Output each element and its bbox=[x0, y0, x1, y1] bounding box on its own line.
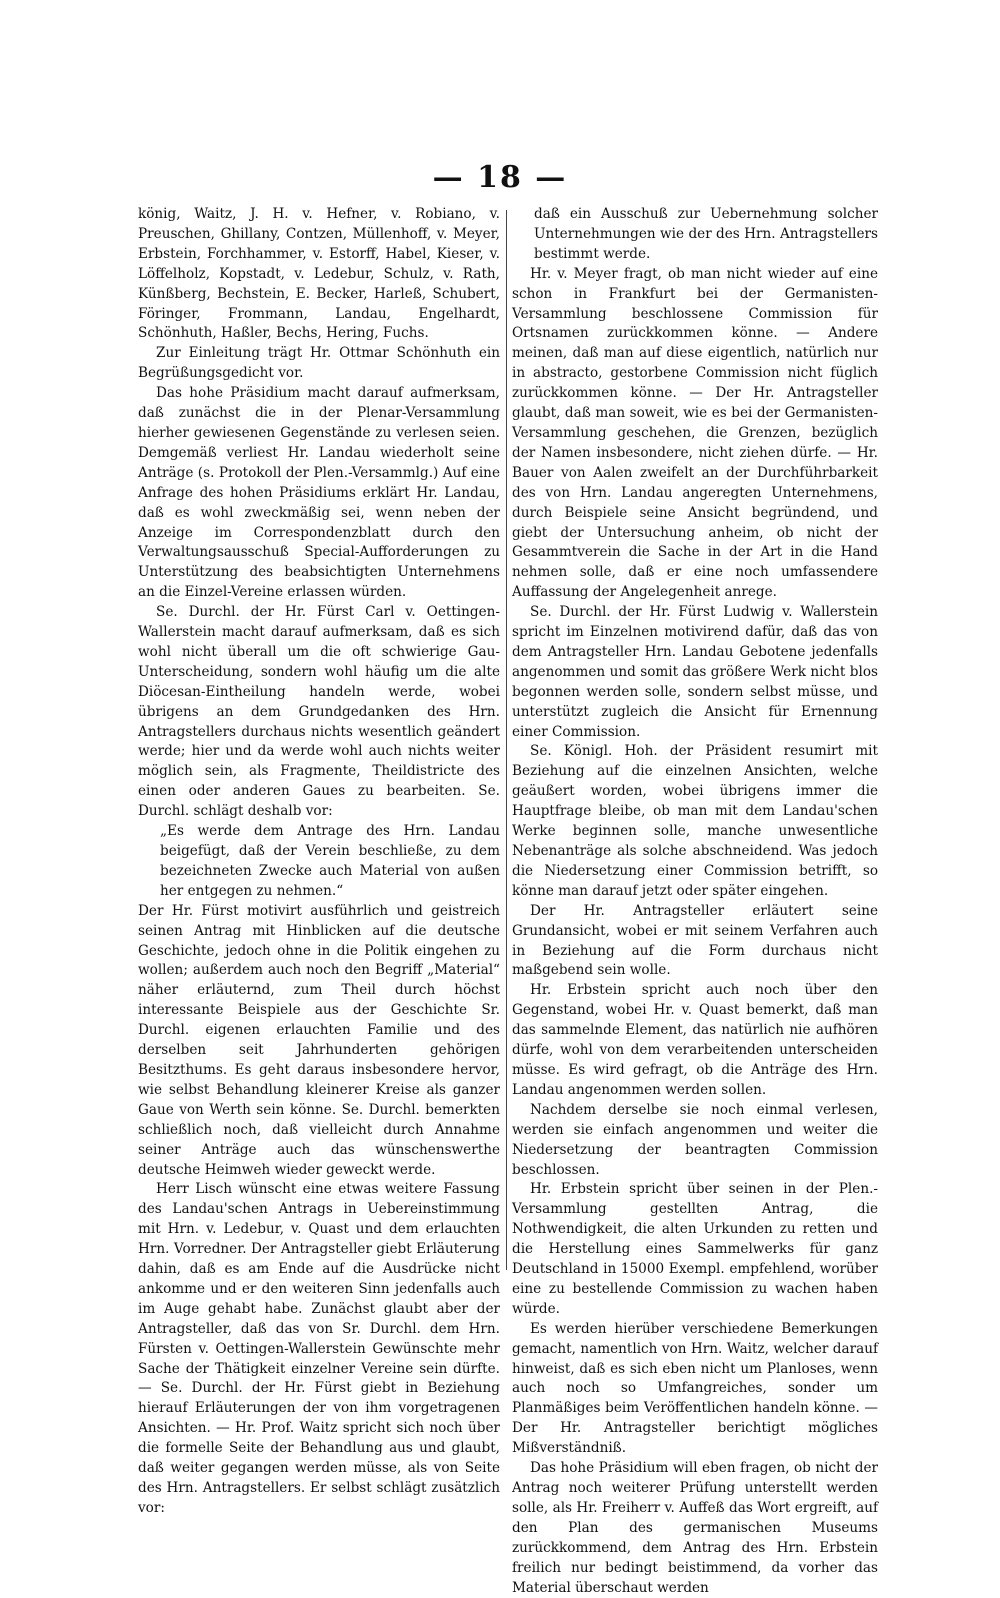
column-divider bbox=[506, 210, 507, 1270]
paragraph: Hr. v. Meyer fragt, ob man nicht wieder auf eine schon in Frankfurt bei der Germanisten-Versammlung beschlossene Commission für Ortsnamen zurückkommen könne. — Andere meinen, daß man auf diese eigentlich, natürlich nur in abstracto, gestorbene Commission nicht füglich zurückkommen könne. — Der Hr. Antragsteller glaubt, daß man soweit, wie es bei der Germanisten-Versammlung geschehen, die Grenzen, bezüglich der Namen insbesondere, nicht ziehen dürfe. — Hr. Bauer von Aalen zweifelt an der Durchführbarkeit des von Hrn. Landau angeregten Unternehmens, durch Beispiele seine Ansicht begründend, und giebt der Untersuchung anheim, ob nicht der Gesammtverein die Sache in der Art in die Hand nehmen solle, daß er eine noch umfassendere Auffassung der Angelegenheit anrege. bbox=[512, 265, 878, 601]
left-column bbox=[138, 205, 500, 1519]
paragraph: Herr Lisch wünscht eine etwas weitere Fassung des Landau'schen Antrags in Uebereinstimmung mit Hrn. v. Ledebur, v. Quast und dem erlauchten Hrn. Vorredner. Der Antragsteller giebt Erläuterung dahin, daß es am Ende auf die Ausdrücke nicht ankomme und er den weiteren Sinn jedenfalls auch im Auge gehabt habe. Zunächst glaubt aber der Antragsteller, daß das von Sr. Durchl. dem Hrn. Fürsten v. Oettingen-Wallerstein Gewünschte mehr Sache der Thätigkeit einzelner Vereine sein dürfte. — Se. Durchl. der Hr. Fürst giebt in Beziehung hierauf Erläuterungen der von ihm vorgetragenen Ansichten. — Hr. Prof. Waitz spricht sich noch über die formelle Seite der Behandlung aus und glaubt, daß weiter gegangen werden müsse, als von Seite des Hrn. Antragstellers. Er selbst schlägt zusätzlich vor: bbox=[138, 1181, 500, 1516]
paragraph: Hr. Erbstein spricht über seinen in der Plen.-Versammlung gestellten Antrag, die Nothwendigkeit, die alten Urkunden zu retten und die Herstellung eines Sammelwerks für ganz Deutschland in 15000 Exempl. empfehlend, worüber eine zu bestellende Commission zu wachen haben würde. bbox=[512, 1181, 878, 1317]
paragraph: Das hohe Präsidium will eben fragen, ob nicht der Antrag noch weiterer Prüfung unterstellt werden solle, als Hr. Freiherr v. Auffeß das Wort ergreift, auf den Plan des germanischen Museums zurückkommend, dem Antrag des Hrn. Erbstein freilich nur bedingt beistimmend, da vorher das Material überschaut werden bbox=[512, 1460, 878, 1596]
paragraph: Se. Durchl. der Hr. Fürst Ludwig v. Wallerstein spricht im Einzelnen motivirend dafür, daß das von dem Antragsteller Hrn. Landau Gebotene jedenfalls angenommen und somit das größere Werk nicht blos begonnen werden solle, sondern selbst müsse, und unterstützt zugleich die Ansicht für Ernennung einer Commission. bbox=[512, 604, 878, 740]
right-column bbox=[512, 205, 878, 1598]
quoted-motion: „Es werde dem Antrage des Hrn. Landau beigefügt, daß der Verein beschließe, zu dem bezeichneten Zwecke auch Material von außen her entgegen zu nehmen.“ bbox=[160, 823, 500, 899]
page-number: — 18 — bbox=[432, 160, 568, 195]
paragraph: Nachdem derselbe sie noch einmal verlesen, werden sie einfach angenommen und weiter die Niedersetzung der beantragten Commission beschlossen. bbox=[512, 1101, 878, 1178]
paragraph: Das hohe Präsidium macht darauf aufmerksam, daß zunächst die in der Plenar-Versammlung hierher gewiesenen Gegenstände zu verlesen seien. Demgemäß verliest Hr. Landau wiederholt seine Anträge (s. Protokoll der Plen.-Versammlg.) Auf eine Anfrage des hohen Präsidiums erklärt Hr. Landau, daß es wohl zweckmäßig sei, wenn neben der Anzeige im Correspondenzblatt durch den Verwaltungsausschuß Special-Aufforderungen zu Unterstützung des beabsichtigten Unternehmens an die Einzel-Vereine erlassen würden. bbox=[138, 385, 500, 601]
paragraph: Der Hr. Fürst motivirt ausführlich und geistreich seinen Antrag mit Hinblicken auf die deutsche Geschichte, jedoch ohne in die Politik eingehen zu wollen; außerdem auch noch den Begriff „Material“ näher erläuternd, zum Theil durch höchst interessante Beispiele aus der Geschichte Sr. Durchl. eigenen erlauchten Familie und des derselben seit Jahrhunderten gehörigen Besitzthums. Es geht daraus insbesondere hervor, wie selbst Behandlung kleinerer Kreise als ganzer Gaue von Werth sein könne. Se. Durchl. bemerkten schließlich noch, daß vielleicht durch Annahme seiner Anträge auch das wünschenswerthe deutsche Heimweh wieder geweckt werde. bbox=[138, 902, 500, 1178]
attendee-list: könig, Waitz, J. H. v. Hefner, v. Robiano, v. Preuschen, Ghillany, Contzen, Müllenhoff, v. Meyer, Erbstein, Forchhammer, v. Estorff, Habel, Kieser, v. Löffelholz, Kopstadt, v. Ledebur, Schulz, v. Rath, Künßberg, Bechstein, E. Becker, Harleß, Schubert, Föringer, Frommann, Landau, Engelhardt, Schönhuth, Haßler, Bechs, Hering, Fuchs. bbox=[138, 206, 500, 342]
quoted-motion-continued: daß ein Ausschuß zur Uebernehmung solcher Unternehmungen wie der des Hrn. Antragstellers bestimmt werde. bbox=[534, 206, 878, 262]
paragraph: Der Hr. Antragsteller erläutert seine Grundansicht, wobei er mit seinem Verfahren auch in Beziehung auf die Form durchaus nicht maßgebend sein wolle. bbox=[512, 902, 878, 979]
paragraph: Se. Königl. Hoh. der Präsident resumirt mit Beziehung auf die einzelnen Ansichten, welche geäußert worden, wobei übrigens immer die Hauptfrage bleibe, ob man mit dem Landau'schen Werke beginnen solle, manche unwesentliche Nebenanträge als solche abschneidend. Was jedoch die Niedersetzung einer Commission betrifft, so könne man darauf jetzt oder später eingehen. bbox=[512, 743, 878, 899]
paragraph: Es werden hierüber verschiedene Bemerkungen gemacht, namentlich von Hrn. Waitz, welcher darauf hinweist, daß es sich eben nicht um Planloses, wenn auch noch so Umfangreiches, sonder um Planmäßiges beim Veröffentlichen handeln könne. — Der Hr. Antragsteller berichtigt mögliches Mißverständniß. bbox=[512, 1320, 878, 1457]
paragraph: Zur Einleitung trägt Hr. Ottmar Schönhuth ein Begrüßungsgedicht vor. bbox=[138, 345, 500, 382]
paragraph: Hr. Erbstein spricht auch noch über den Gegenstand, wobei Hr. v. Quast bemerkt, daß man das sammelnde Element, das natürlich nie aufhören dürfe, wohl von dem verarbeitenden unterscheiden müsse. Es wird gefragt, ob die Anträge des Hrn. Landau angenommen werden sollen. bbox=[512, 982, 878, 1098]
paragraph: Se. Durchl. der Hr. Fürst Carl v. Oettingen-Wallerstein macht darauf aufmerksam, daß es sich wohl nicht überall um die oft schwierige Gau-Unterscheidung, sondern wohl häufig um die alte Diöcesan-Eintheilung handeln werde, wobei übrigens an dem Grundgedanken des Hrn. Antragstellers durchaus nichts wesentlich geändert werde; hier und da werde wohl auch nichts weiter möglich sein, als Fragmente, Theildistricte des einen oder anderen Gaues zu bearbeiten. Se. Durchl. schlägt deshalb vor: bbox=[138, 604, 500, 820]
